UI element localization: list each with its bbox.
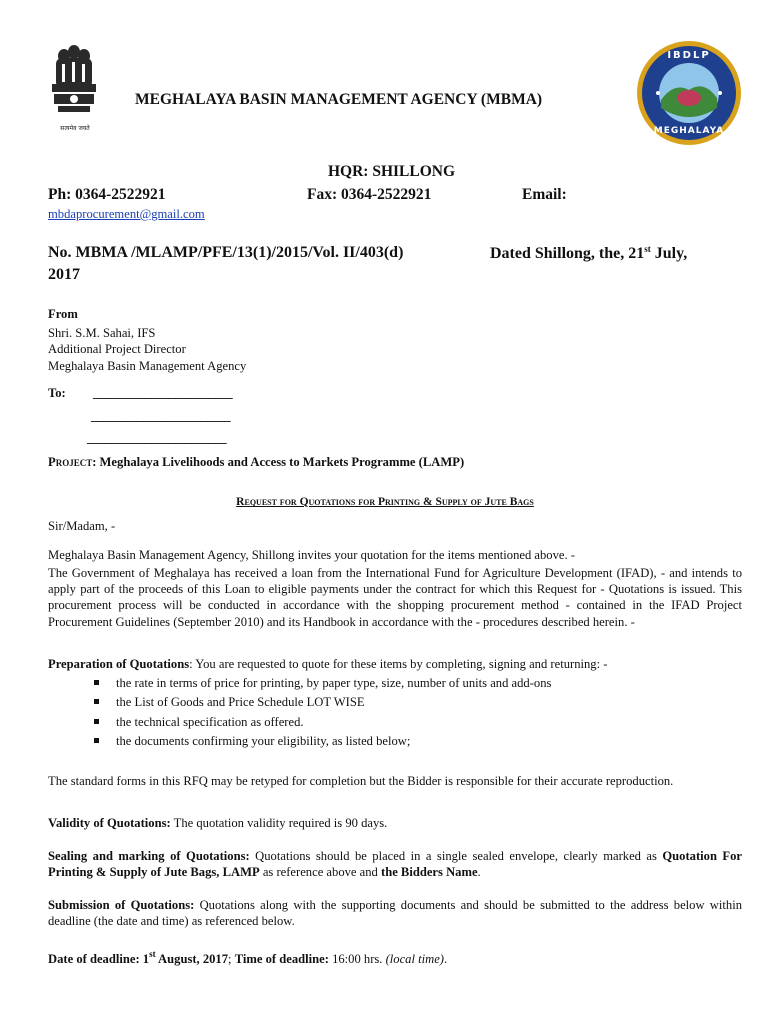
to-label: To:	[48, 386, 66, 400]
sender-name: Shri. S.M. Sahai, IFS	[48, 325, 156, 340]
rfq-title: Request for Quotations for Printing & Supply of Jute Bags	[236, 496, 534, 508]
emblem-motto: सत्यमेव जयते	[60, 125, 90, 132]
seal-text-top: IBDLP	[667, 50, 711, 61]
intro-paragraph: Meghalaya Basin Management Agency, Shillong invites your quotation for the items mentioned above. -	[48, 548, 575, 562]
sealing-paragraph: Sealing and marking of Quotations: Quotations should be placed in a single sealed envelope, clearly marked as Quotation For Printing & Supply of Jute Bags, LAMP as reference above and the Bidders Name.	[48, 849, 742, 880]
standard-forms-paragraph: The standard forms in this RFQ may be retyped for completion but the Bidder is responsible for their accurate reproduction.	[48, 774, 674, 788]
sender-organisation: Meghalaya Basin Management Agency	[48, 358, 247, 373]
submission-paragraph: Submission of Quotations: Quotations along with the supporting documents and should be submitted to the address below within deadline (the date and time) as referenced below.	[48, 898, 742, 929]
deadline-line: Date of deadline: 1st August, 2017; Time of deadline: 16:00 hrs. (local time).	[48, 949, 448, 966]
email-link[interactable]: mbdaprocurement@gmail.com	[48, 207, 205, 221]
dated-year: 2017	[48, 266, 80, 283]
salutation: Sir/Madam, -	[48, 519, 116, 533]
to-blank-line: ________________________	[93, 386, 233, 400]
list-item: the technical specification as offered.	[88, 713, 551, 732]
fax-number: Fax: 0364-2522921	[307, 186, 432, 203]
validity-paragraph: Validity of Quotations: The quotation validity required is 90 days.	[48, 816, 388, 830]
reference-number: No. MBMA /MLAMP/PFE/13(1)/2015/Vol. II/403(d)	[48, 244, 404, 261]
sender-designation: Additional Project Director	[48, 342, 186, 356]
project-line: Project: Meghalaya Livelihoods and Access to Markets Programme (LAMP)	[48, 455, 465, 469]
list-item: the List of Goods and Price Schedule LOT WISE	[88, 693, 551, 712]
seal-text-bottom: MEGHALAYA	[653, 126, 725, 136]
from-block	[48, 306, 246, 374]
government-paragraph: The Government of Meghalaya has received a loan from the International Fund for Agriculture Development (IFAD), - and intends to apply part of the proceeds of this Loan to eligible payments under the contract for which this Request for - Quotations is issued. This procurement process will be conducted in accordance with the shopping procurement method - contained in the IFAD Project Procurement Guidelines (September 2010) and its Handbook in accordance with the - procedures described herein. -	[48, 566, 742, 629]
agency-title: MEGHALAYA BASIN MANAGEMENT AGENCY (MBMA)	[135, 91, 543, 108]
preparation-paragraph: Preparation of Quotations: You are requested to quote for these items by completing, signing and returning: -	[48, 657, 608, 671]
list-item: the documents confirming your eligibility, as listed below;	[88, 732, 551, 751]
hqr-line: HQR: SHILLONG	[328, 163, 456, 180]
dated-line: Dated Shillong, the, 21st July,	[490, 244, 688, 262]
email-label: Email:	[522, 186, 567, 203]
national-emblem-icon	[44, 40, 104, 136]
from-label: From	[48, 307, 78, 321]
ibdlp-seal-logo	[634, 38, 744, 148]
preparation-list	[88, 674, 551, 752]
phone-number: Ph: 0364-2522921	[48, 186, 166, 203]
list-item: the rate in terms of price for printing, by paper type, size, number of units and add-ons	[88, 674, 551, 693]
to-blank-line: ________________________	[91, 409, 231, 423]
to-blank-line: ________________________	[87, 431, 227, 445]
